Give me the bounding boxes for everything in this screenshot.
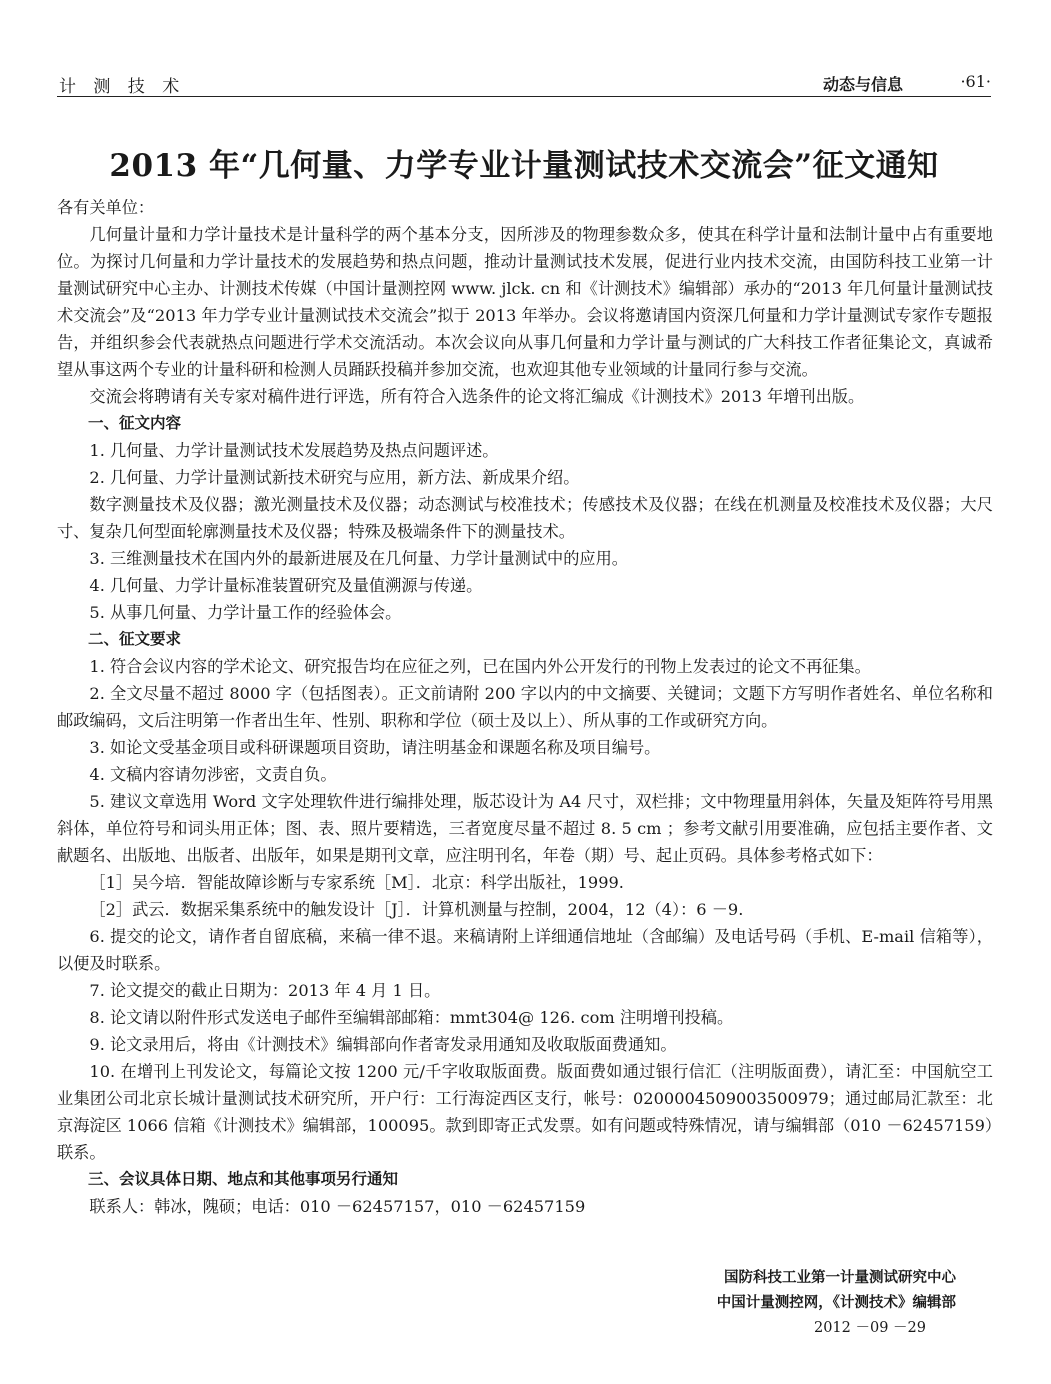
page-number: ·61·	[960, 72, 991, 91]
list-item: 4. 文稿内容请勿涉密，文责自负。	[89, 765, 337, 784]
list-item: 8. 论文请以附件形式发送电子邮件至编辑部邮箱：mmt304@ 126. com 注明增刊投稿。	[89, 1008, 734, 1027]
article-title: 2013 年“几何量、力学专业计量测试技术交流会”征文通知	[109, 148, 939, 184]
list-item: 10. 在增刊上刊发论文，每篇论文按 1200 元/千字收取版面费。版面费如通过银行信汇（注明版面费），请汇至：中国航空工业集团公司北京长城计量测试技术研究所，开户行：工行海淀西区支行，帐号：0200004509003500979；通过邮局汇款至：北京海淀区 1066 信箱《计测技术》编辑部，100095。款到即寄正式发票。如有问题或特殊情况，请与编辑部（010 －62457159）联系。	[57, 1062, 993, 1162]
list-item: 9. 论文录用后，将由《计测技术》编辑部向作者寄发录用通知及收取版面费通知。	[89, 1035, 677, 1054]
signature-org: 中国计量测控网，《计测技术》编辑部	[716, 1295, 956, 1311]
list-item: 数字测量技术及仪器；激光测量技术及仪器；动态测试与校准技术；传感技术及仪器；在线在机测量及校准技术及仪器；大尺寸、复杂几何型面轮廓测量技术及仪器；特殊及极端条件下的测量技术。	[57, 495, 993, 541]
list-item: 3. 如论文受基金项目或科研课题项目资助，请注明基金和课题名称及项目编号。	[89, 738, 661, 757]
list-item: 4. 几何量、力学计量标准装置研究及量值溯源与传递。	[89, 576, 483, 595]
list-item: 2. 全文尽量不超过 8000 字（包括图表）。正文前请附 200 字以内的中文摘要、关键词；文题下方写明作者姓名、单位名称和邮政编码，文后注明第一作者出生年、性别、职称和学位（硕士及以上）、所从事的工作或研究方向。	[57, 684, 993, 730]
signature-org: 国防科技工业第一计量测试研究中心	[724, 1270, 956, 1286]
list-item: 3. 三维测量技术在国内外的最新进展及在几何量、力学计量测试中的应用。	[89, 549, 628, 568]
section-heading: 一、征文内容	[88, 414, 182, 432]
list-item: 1. 几何量、力学计量测试技术发展趋势及热点问题评述。	[89, 441, 499, 460]
signature-date: 2012 －09 －29	[813, 1320, 926, 1336]
section-heading: 三、会议具体日期、地点和其他事项另行通知	[88, 1170, 399, 1188]
list-item: 2. 几何量、力学计量测试新技术研究与应用，新方法、新成果介绍。	[89, 468, 580, 487]
salutation: 各有关单位：	[57, 198, 155, 217]
list-item: 6. 提交的论文，请作者自留底稿，来稿一律不退。来稿请附上详细通信地址（含邮编）及电话号码（手机、E-mail 信箱等），以便及时联系。	[57, 927, 993, 973]
contact-line: 联系人：韩冰，隗硕；电话：010 －62457157，010 －62457159	[89, 1197, 586, 1216]
reference-item: ［1］吴今培．智能故障诊断与专家系统［M］．北京：科学出版社，1999.	[89, 873, 624, 892]
reference-item: ［2］武云．数据采集系统中的触发设计［J］．计算机测量与控制，2004，12（4）：6 －9.	[89, 900, 744, 919]
article-body	[57, 194, 993, 1220]
list-item: 7. 论文提交的截止日期为：2013 年 4 月 1 日。	[89, 981, 441, 1000]
signature-block	[636, 1266, 956, 1341]
list-item: 5. 建议文章选用 Word 文字处理软件进行编排处理，版芯设计为 A4 尺寸，双栏排；文中物理量用斜体，矢量及矩阵符号用黑斜体，单位符号和词头用正体；图、表、照片要精选，三者宽度尽量不超过 8. 5 cm ；参考文献引用要准确，应包括主要作者、文献题名、出版地、出版者、出版年，如果是期刊文章，应注明刊名，年卷（期）号、起止页码。具体参考格式如下：	[57, 792, 993, 865]
list-item: 1. 符合会议内容的学术论文、研究报告均在应征之列，已在国内外公开发行的刊物上发表过的论文不再征集。	[89, 657, 871, 676]
publication-paragraph: 交流会将聘请有关专家对稿件进行评选，所有符合入选条件的论文将汇编成《计测技术》2013 年增刊出版。	[89, 387, 865, 406]
section-heading: 二、征文要求	[88, 630, 182, 648]
list-item: 5. 从事几何量、力学计量工作的经验体会。	[89, 603, 402, 622]
page-header	[57, 70, 991, 97]
intro-paragraph: 几何量计量和力学计量技术是计量科学的两个基本分支，因所涉及的物理参数众多，使其在科学计量和法制计量中占有重要地位。为探讨几何量和力学计量技术的发展趋势和热点问题，推动计量测试技术发展，促进行业内技术交流，由国防科技工业第一计量测试研究中心主办、计测技术传媒（中国计量测控网 www. jlck. cn 和《计测技术》编辑部）承办的“2013 年几何量计量测试技术交流会”及“2013 年力学专业计量测试技术交流会”拟于 2013 年举办。会议将邀请国内资深几何量和力学计量测试专家作专题报告，并组织参会代表就热点问题进行学术交流活动。本次会议向从事几何量和力学计量与测试的广大科技工作者征集论文，真诚希望从事这两个专业的计量科研和检测人员踊跃投稿并参加交流，也欢迎其他专业领域的计量同行参与交流。	[57, 225, 993, 379]
section-name: 动态与信息	[822, 75, 903, 94]
journal-name: 计 测 技 术	[59, 77, 186, 97]
